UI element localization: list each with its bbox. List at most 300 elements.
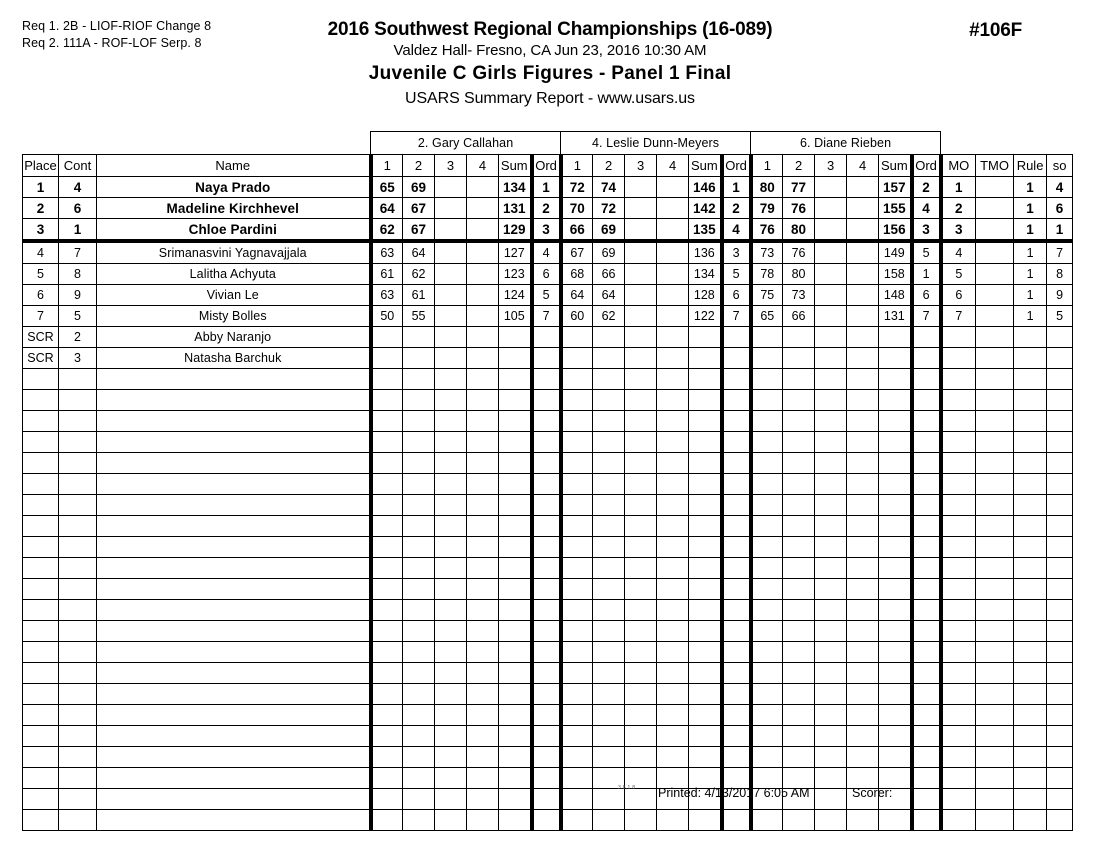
cell-blank	[657, 453, 689, 474]
cell-blank	[403, 663, 435, 684]
cell-blank	[593, 537, 625, 558]
cell-blank	[783, 495, 815, 516]
cell-blank	[912, 411, 941, 432]
cell-blank	[499, 432, 532, 453]
cell-blank	[97, 642, 371, 663]
cell-place: SCR	[23, 348, 59, 369]
cell-j3-score-1: 75	[751, 285, 783, 306]
cell-blank	[751, 495, 783, 516]
cell-j3-score-4	[847, 241, 879, 264]
cell-blank	[879, 411, 912, 432]
cell-blank	[751, 558, 783, 579]
cell-j1-score-2: 55	[403, 306, 435, 327]
panel-spacer-right	[941, 132, 1073, 155]
cell-blank	[593, 705, 625, 726]
cell-blank	[689, 810, 722, 831]
cell-blank	[467, 600, 499, 621]
cell-blank	[561, 663, 593, 684]
cell-j2-sum	[689, 348, 722, 369]
cell-blank	[97, 726, 371, 747]
column-header-cont: Cont	[59, 155, 97, 177]
cell-blank	[941, 453, 976, 474]
cell-j1-sum: 123	[499, 264, 532, 285]
cell-j2-score-3	[625, 306, 657, 327]
cell-blank	[97, 453, 371, 474]
cell-place: SCR	[23, 327, 59, 348]
cell-blank	[23, 621, 59, 642]
cell-j3-sum: 157	[879, 177, 912, 198]
cell-j3-score-1: 73	[751, 241, 783, 264]
cell-j2-score-3	[625, 219, 657, 242]
cell-blank	[371, 453, 403, 474]
cell-blank	[593, 558, 625, 579]
cell-blank	[59, 369, 97, 390]
cell-blank	[751, 810, 783, 831]
cell-blank	[689, 663, 722, 684]
cell-blank	[371, 705, 403, 726]
cell-blank	[941, 474, 976, 495]
cell-cont: 6	[59, 198, 97, 219]
cell-blank	[1047, 390, 1073, 411]
cell-blank	[1014, 726, 1047, 747]
cell-j2-score-1: 66	[561, 219, 593, 242]
cell-blank	[59, 558, 97, 579]
cell-blank	[1014, 558, 1047, 579]
cell-blank	[847, 705, 879, 726]
cell-blank	[751, 747, 783, 768]
cell-j2-score-4	[657, 327, 689, 348]
cell-j1-score-1: 63	[371, 285, 403, 306]
cell-j1-ord	[532, 348, 561, 369]
cell-blank	[97, 558, 371, 579]
cell-blank	[593, 516, 625, 537]
cell-blank	[1014, 390, 1047, 411]
cell-blank	[23, 663, 59, 684]
cell-tmo	[976, 285, 1014, 306]
cell-blank	[403, 684, 435, 705]
cell-j2-score-4	[657, 348, 689, 369]
requirement-line-2: Req 2. 111A - ROF-LOF Serp. 8	[22, 36, 202, 50]
cell-blank	[976, 747, 1014, 768]
cell-j2-ord: 5	[722, 264, 751, 285]
cell-blank	[815, 642, 847, 663]
table-row	[23, 327, 1073, 348]
cell-blank	[59, 390, 97, 411]
cell-blank	[435, 663, 467, 684]
cell-blank	[976, 600, 1014, 621]
cell-blank	[941, 579, 976, 600]
cell-rule: 1	[1014, 306, 1047, 327]
cell-blank	[912, 684, 941, 705]
cell-blank	[467, 579, 499, 600]
cell-j3-ord	[912, 348, 941, 369]
cell-blank	[783, 516, 815, 537]
cell-blank	[625, 390, 657, 411]
cell-j2-score-4	[657, 219, 689, 242]
cell-blank	[751, 453, 783, 474]
cell-blank	[403, 726, 435, 747]
cell-j2-ord: 7	[722, 306, 751, 327]
cell-blank	[561, 495, 593, 516]
cell-blank	[593, 495, 625, 516]
cell-blank	[371, 537, 403, 558]
cell-blank	[23, 432, 59, 453]
cell-blank	[23, 411, 59, 432]
event-title: Juvenile C Girls Figures - Panel 1 Final	[368, 63, 732, 84]
cell-blank	[941, 411, 976, 432]
cell-j3-sum	[879, 348, 912, 369]
cell-blank	[435, 579, 467, 600]
cell-blank	[1047, 705, 1073, 726]
column-header-row	[23, 155, 1073, 177]
cell-blank	[97, 600, 371, 621]
cell-blank	[751, 684, 783, 705]
cell-j2-score-2: 74	[593, 177, 625, 198]
cell-blank	[783, 705, 815, 726]
cell-blank	[23, 495, 59, 516]
cell-blank	[97, 432, 371, 453]
cell-blank	[371, 579, 403, 600]
cell-blank	[435, 411, 467, 432]
cell-blank	[467, 663, 499, 684]
cell-j2-score-1: 60	[561, 306, 593, 327]
cell-j2-score-1: 68	[561, 264, 593, 285]
cell-tmo	[976, 264, 1014, 285]
cell-blank	[532, 432, 561, 453]
cell-blank	[561, 684, 593, 705]
cell-blank	[435, 705, 467, 726]
cell-j3-score-3	[815, 264, 847, 285]
cell-j3-score-3	[815, 198, 847, 219]
cell-mo: 6	[941, 285, 976, 306]
cell-rule: 1	[1014, 285, 1047, 306]
cell-blank	[941, 495, 976, 516]
cell-blank	[625, 495, 657, 516]
cell-blank	[815, 579, 847, 600]
cell-j3-ord: 4	[912, 198, 941, 219]
cell-j3-sum	[879, 327, 912, 348]
cell-so	[1047, 327, 1073, 348]
cell-blank	[847, 474, 879, 495]
cell-name: Vivian Le	[97, 285, 371, 306]
cell-blank	[976, 474, 1014, 495]
cell-mo	[941, 327, 976, 348]
cell-blank	[532, 684, 561, 705]
cell-blank	[561, 642, 593, 663]
cell-blank	[689, 684, 722, 705]
judge-panel-header-2: 4. Leslie Dunn-Meyers	[561, 132, 751, 155]
cell-blank	[657, 516, 689, 537]
cell-blank	[815, 390, 847, 411]
cell-blank	[1047, 558, 1073, 579]
cell-blank	[435, 369, 467, 390]
cell-blank	[97, 663, 371, 684]
cell-blank	[847, 411, 879, 432]
cell-blank	[689, 453, 722, 474]
cell-blank	[561, 516, 593, 537]
cell-j1-sum: 124	[499, 285, 532, 306]
cell-blank	[879, 579, 912, 600]
cell-blank	[783, 747, 815, 768]
organization-line: USARS Summary Report - www.usars.us	[405, 90, 695, 107]
cell-blank	[912, 495, 941, 516]
cell-blank	[59, 747, 97, 768]
cell-blank	[532, 747, 561, 768]
cell-j2-score-1: 67	[561, 241, 593, 264]
cell-blank	[912, 726, 941, 747]
cell-blank	[467, 705, 499, 726]
cell-blank	[1047, 537, 1073, 558]
cell-blank	[435, 390, 467, 411]
column-header-j3-score-2: 2	[783, 155, 815, 177]
cell-blank	[435, 453, 467, 474]
cell-j2-score-4	[657, 177, 689, 198]
cell-blank	[657, 705, 689, 726]
cell-name: Chloe Pardini	[97, 219, 371, 242]
cell-j2-score-3	[625, 241, 657, 264]
cell-blank	[403, 495, 435, 516]
venue-datetime: Valdez Hall- Fresno, CA Jun 23, 2016 10:30 AM	[393, 42, 707, 59]
cell-j3-score-1: 78	[751, 264, 783, 285]
cell-blank	[532, 663, 561, 684]
cell-blank	[815, 558, 847, 579]
cell-j3-score-2: 76	[783, 241, 815, 264]
cell-blank	[625, 453, 657, 474]
cell-blank	[879, 369, 912, 390]
cell-blank	[593, 663, 625, 684]
cell-j1-score-3	[435, 285, 467, 306]
cell-blank	[371, 369, 403, 390]
cell-blank	[625, 600, 657, 621]
cell-blank	[722, 537, 751, 558]
cell-blank	[879, 642, 912, 663]
cell-blank	[532, 453, 561, 474]
cell-blank	[722, 747, 751, 768]
cell-blank	[59, 642, 97, 663]
table-row	[23, 285, 1073, 306]
cell-blank	[847, 558, 879, 579]
cell-blank	[371, 432, 403, 453]
cell-j3-score-2: 77	[783, 177, 815, 198]
cell-blank	[532, 474, 561, 495]
cell-blank	[751, 432, 783, 453]
cell-blank	[467, 411, 499, 432]
cell-blank	[815, 663, 847, 684]
cell-j1-sum: 129	[499, 219, 532, 242]
cell-so	[1047, 348, 1073, 369]
cell-blank	[403, 474, 435, 495]
cell-blank	[783, 684, 815, 705]
cell-blank	[912, 516, 941, 537]
cell-blank	[976, 369, 1014, 390]
table-row-blank	[23, 600, 1073, 621]
cell-blank	[1014, 747, 1047, 768]
cell-blank	[879, 621, 912, 642]
cell-blank	[783, 600, 815, 621]
cell-j2-score-3	[625, 285, 657, 306]
cell-blank	[593, 453, 625, 474]
cell-blank	[59, 600, 97, 621]
cell-blank	[97, 411, 371, 432]
cell-rule: 1	[1014, 241, 1047, 264]
cell-blank	[467, 537, 499, 558]
cell-blank	[23, 600, 59, 621]
cell-cont: 2	[59, 327, 97, 348]
cell-place: 3	[23, 219, 59, 242]
cell-blank	[625, 705, 657, 726]
column-header-tmo: TMO	[976, 155, 1014, 177]
cell-blank	[403, 621, 435, 642]
cell-blank	[371, 726, 403, 747]
cell-blank	[1047, 726, 1073, 747]
cell-blank	[371, 495, 403, 516]
cell-blank	[1014, 600, 1047, 621]
cell-blank	[403, 600, 435, 621]
cell-j1-score-4	[467, 241, 499, 264]
cell-j2-score-3	[625, 177, 657, 198]
cell-blank	[499, 642, 532, 663]
cell-blank	[847, 747, 879, 768]
cell-so: 8	[1047, 264, 1073, 285]
cell-blank	[435, 432, 467, 453]
column-header-rule: Rule	[1014, 155, 1047, 177]
cell-j2-sum: 135	[689, 219, 722, 242]
cell-blank	[657, 600, 689, 621]
cell-blank	[722, 453, 751, 474]
cell-blank	[593, 747, 625, 768]
cell-blank	[879, 390, 912, 411]
cell-blank	[59, 684, 97, 705]
cell-blank	[912, 579, 941, 600]
cell-j3-score-1	[751, 327, 783, 348]
cell-blank	[912, 705, 941, 726]
cell-blank	[625, 726, 657, 747]
competition-title: 2016 Southwest Regional Championships (16-089)	[327, 19, 773, 40]
cell-blank	[403, 579, 435, 600]
cell-blank	[722, 495, 751, 516]
cell-blank	[657, 474, 689, 495]
cell-blank	[593, 474, 625, 495]
cell-blank	[97, 390, 371, 411]
cell-j1-score-2	[403, 348, 435, 369]
cell-blank	[532, 390, 561, 411]
cell-blank	[815, 810, 847, 831]
cell-blank	[847, 579, 879, 600]
cell-blank	[371, 747, 403, 768]
cell-name: Misty Bolles	[97, 306, 371, 327]
cell-place: 2	[23, 198, 59, 219]
cell-blank	[879, 726, 912, 747]
cell-blank	[561, 432, 593, 453]
cell-name: Lalitha Achyuta	[97, 264, 371, 285]
cell-place: 6	[23, 285, 59, 306]
table-row-blank	[23, 810, 1073, 831]
cell-j3-ord: 2	[912, 177, 941, 198]
cell-name: Srimanasvini Yagnavajjala	[97, 241, 371, 264]
cell-blank	[1047, 516, 1073, 537]
cell-blank	[722, 558, 751, 579]
cell-blank	[625, 516, 657, 537]
cell-blank	[657, 726, 689, 747]
event-number: #106F	[969, 20, 1022, 41]
cell-blank	[499, 663, 532, 684]
cell-blank	[1047, 768, 1073, 789]
cell-blank	[593, 579, 625, 600]
cell-cont: 3	[59, 348, 97, 369]
cell-blank	[941, 726, 976, 747]
cell-blank	[689, 495, 722, 516]
table-row-blank	[23, 747, 1073, 768]
cell-blank	[59, 810, 97, 831]
cell-blank	[1014, 621, 1047, 642]
cell-blank	[371, 663, 403, 684]
cell-j1-score-2	[403, 327, 435, 348]
cell-blank	[371, 600, 403, 621]
cell-blank	[722, 411, 751, 432]
cell-blank	[23, 684, 59, 705]
cell-blank	[657, 810, 689, 831]
cell-blank	[403, 558, 435, 579]
cell-blank	[593, 411, 625, 432]
cell-blank	[815, 705, 847, 726]
cell-blank	[783, 369, 815, 390]
cell-tmo	[976, 177, 1014, 198]
cell-blank	[1014, 684, 1047, 705]
cell-blank	[23, 726, 59, 747]
cell-blank	[815, 432, 847, 453]
column-header-j3-ord: Ord	[912, 155, 941, 177]
cell-blank	[435, 642, 467, 663]
cell-blank	[371, 810, 403, 831]
table-row-blank	[23, 558, 1073, 579]
cell-blank	[722, 600, 751, 621]
cell-blank	[403, 810, 435, 831]
cell-j1-score-4	[467, 327, 499, 348]
cell-blank	[561, 453, 593, 474]
cell-blank	[847, 684, 879, 705]
cell-j3-sum: 149	[879, 241, 912, 264]
cell-blank	[499, 516, 532, 537]
cell-j2-score-2: 69	[593, 241, 625, 264]
cell-blank	[435, 810, 467, 831]
cell-blank	[59, 726, 97, 747]
cell-j1-score-1: 61	[371, 264, 403, 285]
cell-blank	[815, 684, 847, 705]
cell-blank	[499, 369, 532, 390]
cell-blank	[1014, 516, 1047, 537]
cell-j2-score-2: 62	[593, 306, 625, 327]
cell-blank	[751, 600, 783, 621]
cell-blank	[59, 495, 97, 516]
cell-blank	[941, 390, 976, 411]
cell-j2-score-3	[625, 327, 657, 348]
cell-j2-ord: 1	[722, 177, 751, 198]
cell-blank	[879, 705, 912, 726]
table-row-blank	[23, 726, 1073, 747]
column-header-j2-score-4: 4	[657, 155, 689, 177]
column-header-j3-score-3: 3	[815, 155, 847, 177]
cell-blank	[59, 453, 97, 474]
cell-blank	[435, 747, 467, 768]
cell-j3-score-4	[847, 306, 879, 327]
cell-j1-score-3	[435, 198, 467, 219]
cell-blank	[59, 432, 97, 453]
cell-j2-score-2: 64	[593, 285, 625, 306]
cell-j1-score-2: 62	[403, 264, 435, 285]
cell-blank	[879, 747, 912, 768]
cell-blank	[912, 810, 941, 831]
cell-blank	[23, 474, 59, 495]
